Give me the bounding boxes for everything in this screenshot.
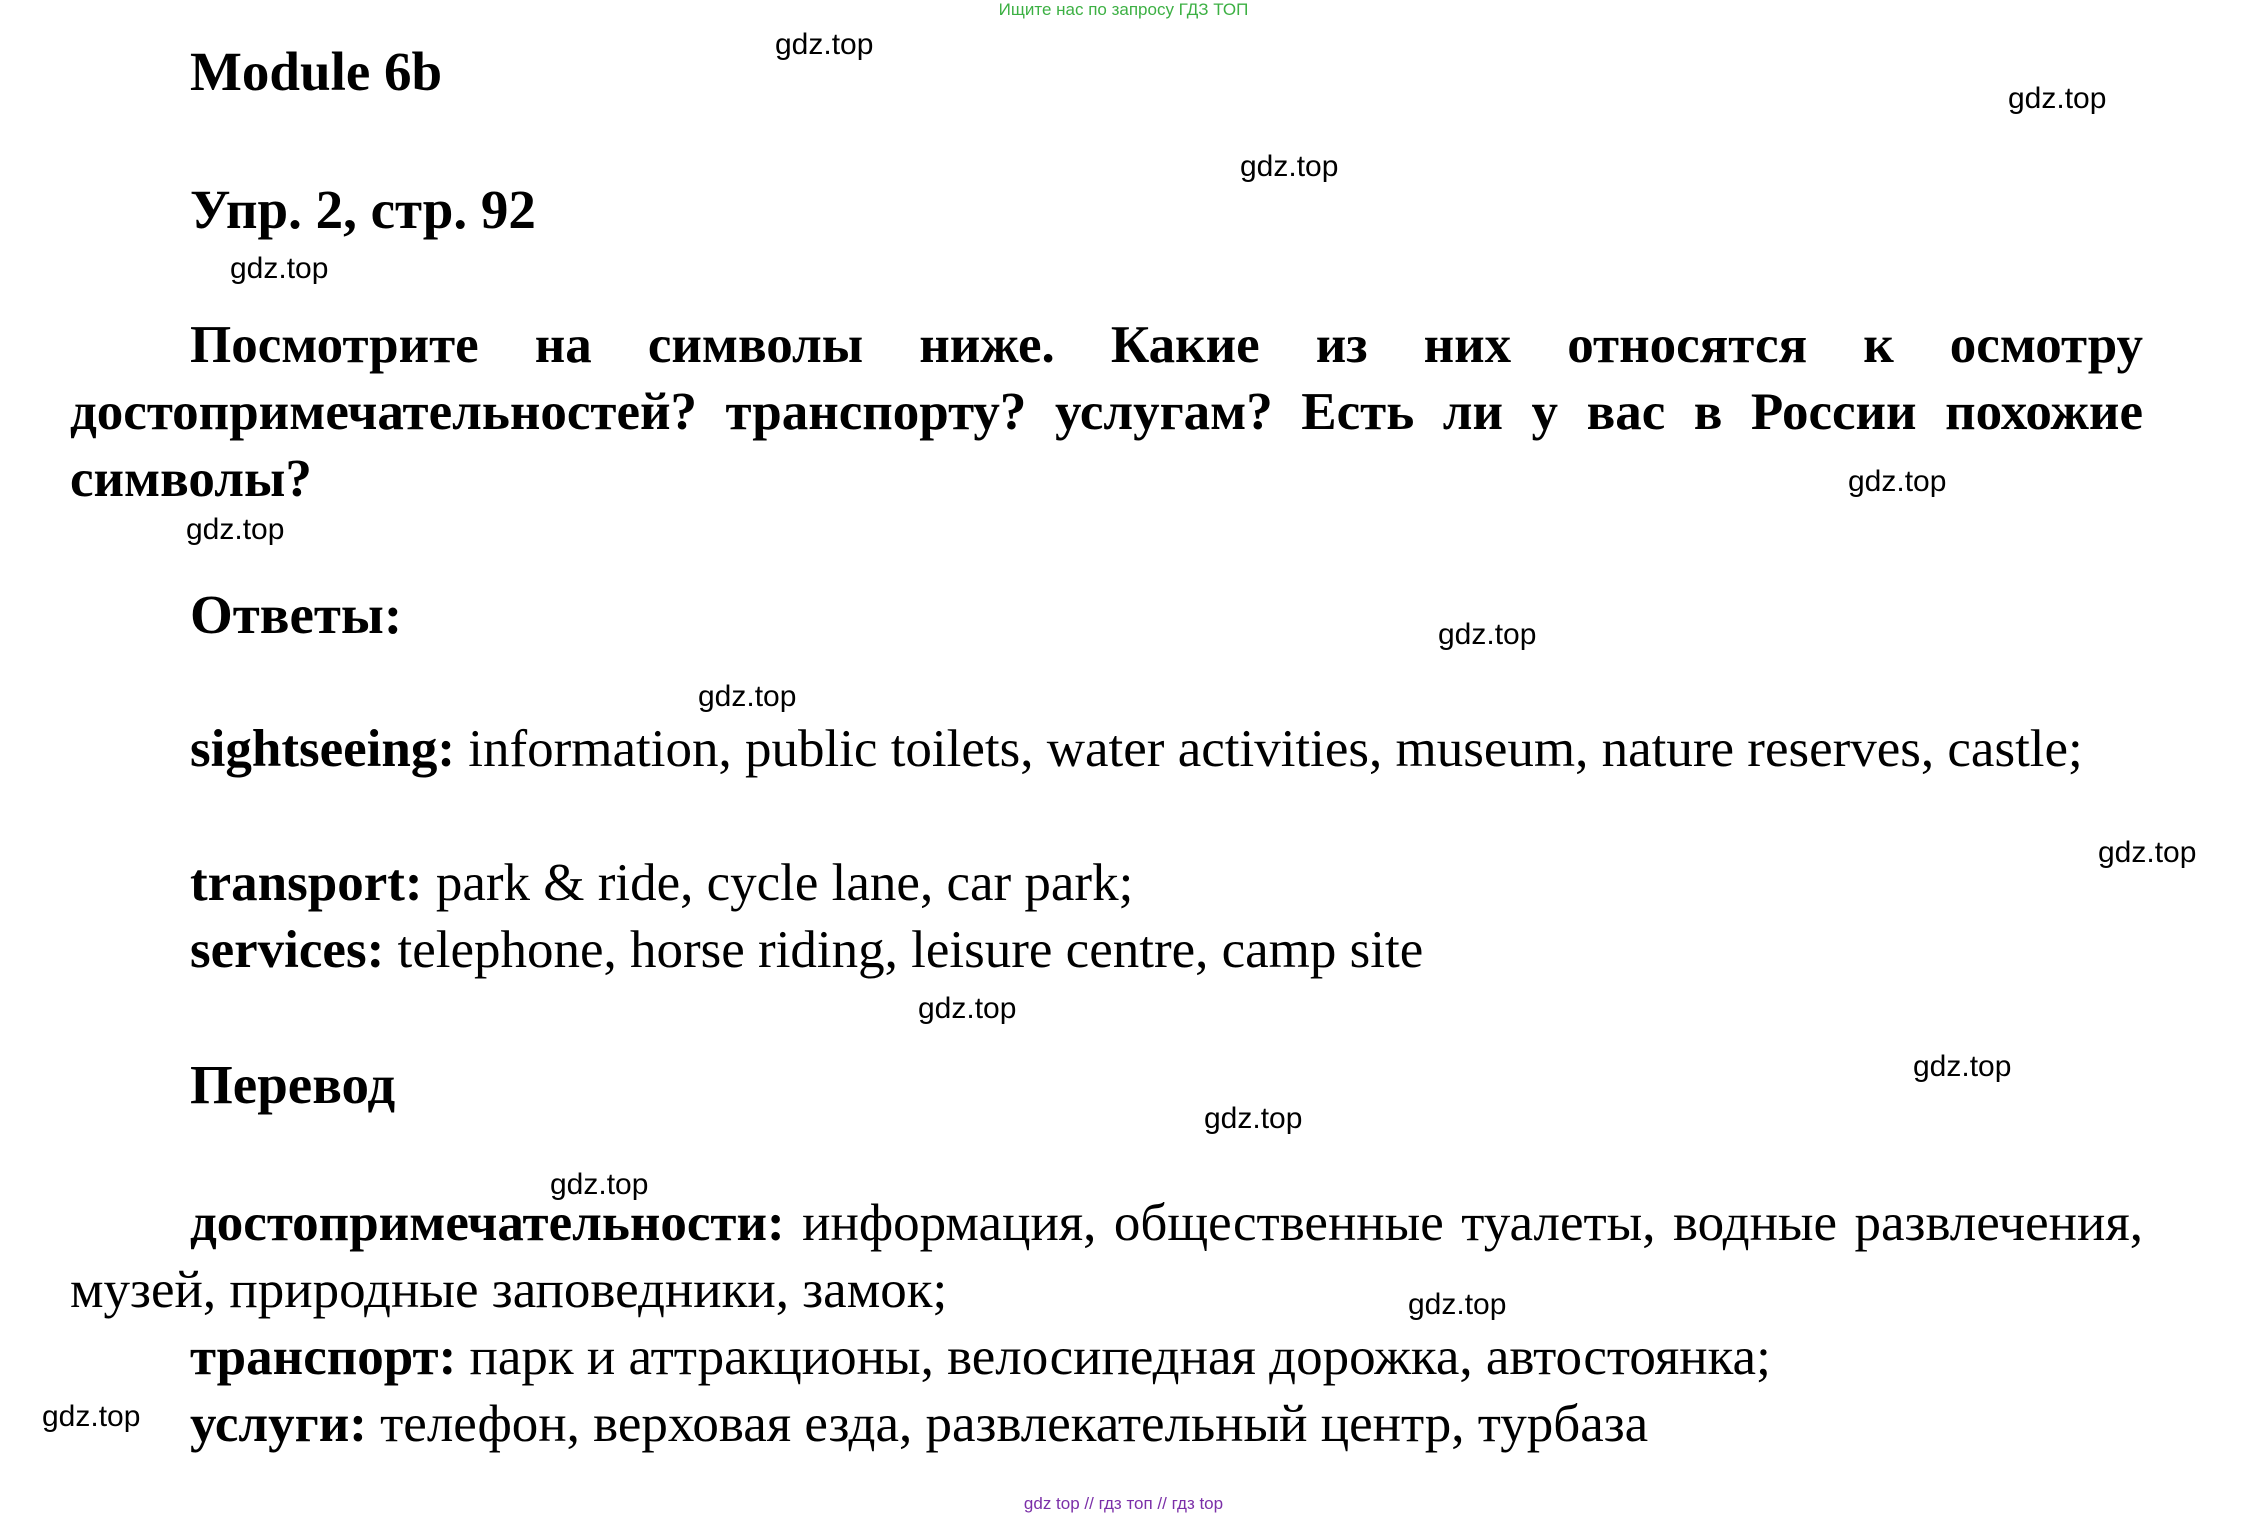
answer-sightseeing-text: information, public toilets, water activities, museum, nature reserves, castle; [455, 720, 2083, 778]
answer-transport [190, 850, 1133, 917]
answers-heading: Ответы: [190, 584, 403, 645]
translation-sightseeing-text: информация, общественные туалеты, водные развлечения, музей, природные заповедники, замок; [70, 1194, 2143, 1319]
translation-services [190, 1391, 1648, 1458]
translation-transport-label: транспорт: [190, 1328, 457, 1386]
translation-sightseeing [70, 1190, 2143, 1324]
translation-transport-text: парк и аттракционы, велосипедная дорожка, автостоянка; [456, 1328, 1771, 1386]
watermark: gdz.top [2008, 82, 2107, 115]
watermark: gdz.top [1408, 1288, 1507, 1321]
watermark: gdz.top [1913, 1050, 2012, 1083]
watermark: gdz.top [918, 992, 1017, 1025]
top-banner: Ищите нас по запросу ГДЗ ТОП [998, 0, 1249, 19]
watermark: gdz.top [2098, 836, 2197, 869]
watermark: gdz.top [1240, 150, 1339, 183]
question-text: Посмотрите на символы ниже. Какие из них относятся к осмотру достопримечательностей? транспорту? услугам? Есть ли у вас в России похожие символы? [70, 316, 2143, 508]
module-title: Module 6b [190, 41, 443, 102]
watermark: gdz.top [1438, 618, 1537, 651]
bottom-banner: gdz top // гдз топ // гдз top [1023, 1494, 1224, 1513]
watermark: gdz.top [186, 513, 285, 546]
answer-services-label: services: [190, 921, 385, 979]
translation-sightseeing-label: достопримечательности: [190, 1194, 785, 1252]
translation-services-text: телефон, верховая езда, развлекательный центр, турбаза [366, 1395, 1649, 1453]
watermark: gdz.top [230, 252, 329, 285]
translation-heading: Перевод [190, 1054, 396, 1115]
answer-services-text: telephone, horse riding, leisure centre, camp site [384, 921, 1424, 979]
translation-services-label: услуги: [190, 1395, 367, 1453]
watermark: gdz.top [550, 1168, 649, 1201]
answer-sightseeing-label: sightseeing: [190, 720, 455, 778]
watermark: gdz.top [1848, 465, 1947, 498]
answer-transport-label: transport: [190, 854, 423, 912]
watermark: gdz.top [42, 1400, 141, 1433]
watermark: gdz.top [698, 680, 797, 713]
watermark: gdz.top [1204, 1102, 1303, 1135]
answer-services [190, 917, 1423, 984]
exercise-title: Упр. 2, стр. 92 [190, 179, 536, 240]
watermark: gdz.top [775, 28, 874, 61]
translation-transport [190, 1324, 1771, 1391]
answer-transport-text: park & ride, cycle lane, car park; [422, 854, 1134, 912]
answer-sightseeing [70, 716, 2143, 783]
